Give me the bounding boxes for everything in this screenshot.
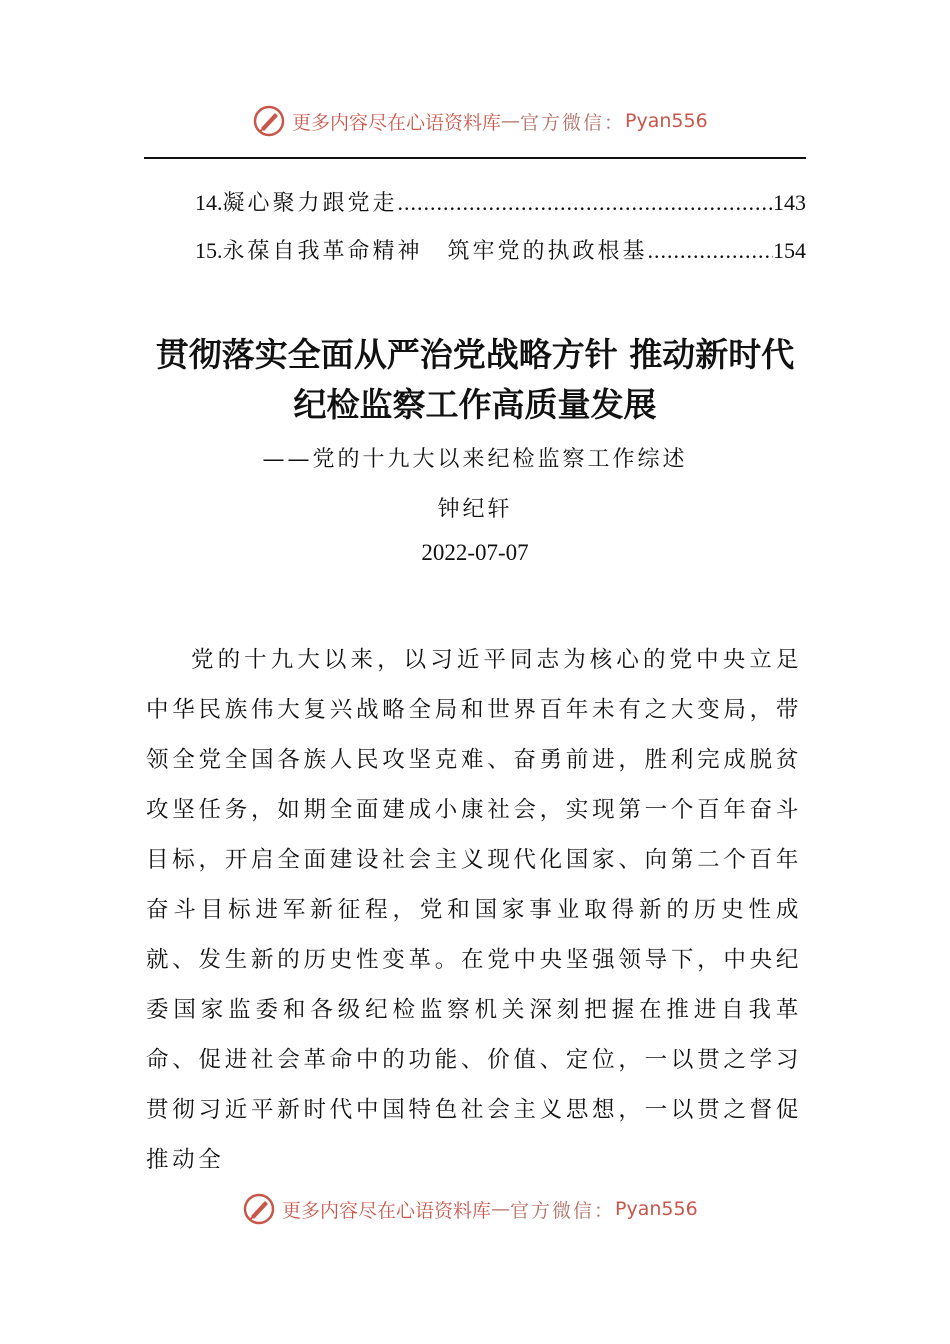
watermark-text: 更多内容尽在心语资料库: [282, 1199, 492, 1222]
brush-logo-icon: [242, 1192, 276, 1226]
watermark-wechat-label: 官方微信：: [520, 111, 626, 134]
toc-number: 15.: [195, 238, 223, 263]
footer-watermark: [242, 1192, 698, 1226]
watermark-separator: —: [501, 110, 521, 132]
table-of-contents: [195, 186, 806, 282]
toc-number: 14.: [195, 190, 223, 215]
header-divider: [144, 157, 806, 159]
toc-title: 永葆自我革命精神 筑牢党的执政根基: [222, 239, 648, 264]
toc-page-number: 143: [773, 190, 806, 215]
body-paragraph: 党的十九大以来，以习近平同志为核心的党中央立足中华民族伟大复兴战略全局和世界百年未有之大变局，带领全党全国各族人民攻坚克难、奋勇前进，胜利完成脱贫攻坚任务，如期全面建成小康社会，实现第一个百年奋斗目标，开启全面建设社会主义现代化国家、向第二个百年奋斗目标进军新征程，党和国家事业取得新的历史性成就、发生新的历史性变革。在党中央坚强领导下，中央纪委国家监委和各级纪检监察机关深刻把握在推进自我革命、促进社会革命中的功能、价值、定位，一以贯之学习贯彻习近平新时代中国特色社会主义思想，一以贯之督促推动全: [146, 647, 802, 1173]
article-body: [146, 635, 802, 1185]
toc-page-number: 154: [773, 238, 806, 263]
article-subtitle: ——党的十九大以来纪检监察工作综述: [262, 447, 688, 472]
header-watermark: [252, 104, 708, 138]
brush-logo-icon: [252, 104, 286, 138]
watermark-wechat-id: Pyan556: [625, 110, 708, 132]
toc-title: 凝心聚力跟党走: [222, 191, 398, 216]
article-title: 贯彻落实全面从严治党战略方针 推动新时代纪检监察工作高质量发展: [155, 335, 795, 424]
watermark-wechat-label: 官方微信：: [510, 1199, 616, 1222]
toc-leader-dots: [398, 190, 773, 216]
watermark-text: 更多内容尽在心语资料库: [292, 111, 502, 134]
toc-leader-dots: [648, 238, 773, 264]
article-author: 钟纪轩: [437, 497, 513, 522]
article-date: 2022-07-07: [421, 540, 529, 565]
toc-entry[interactable]: [195, 234, 806, 282]
watermark-wechat-id: Pyan556: [615, 1198, 698, 1220]
toc-entry[interactable]: [195, 186, 806, 234]
watermark-separator: —: [491, 1198, 511, 1220]
